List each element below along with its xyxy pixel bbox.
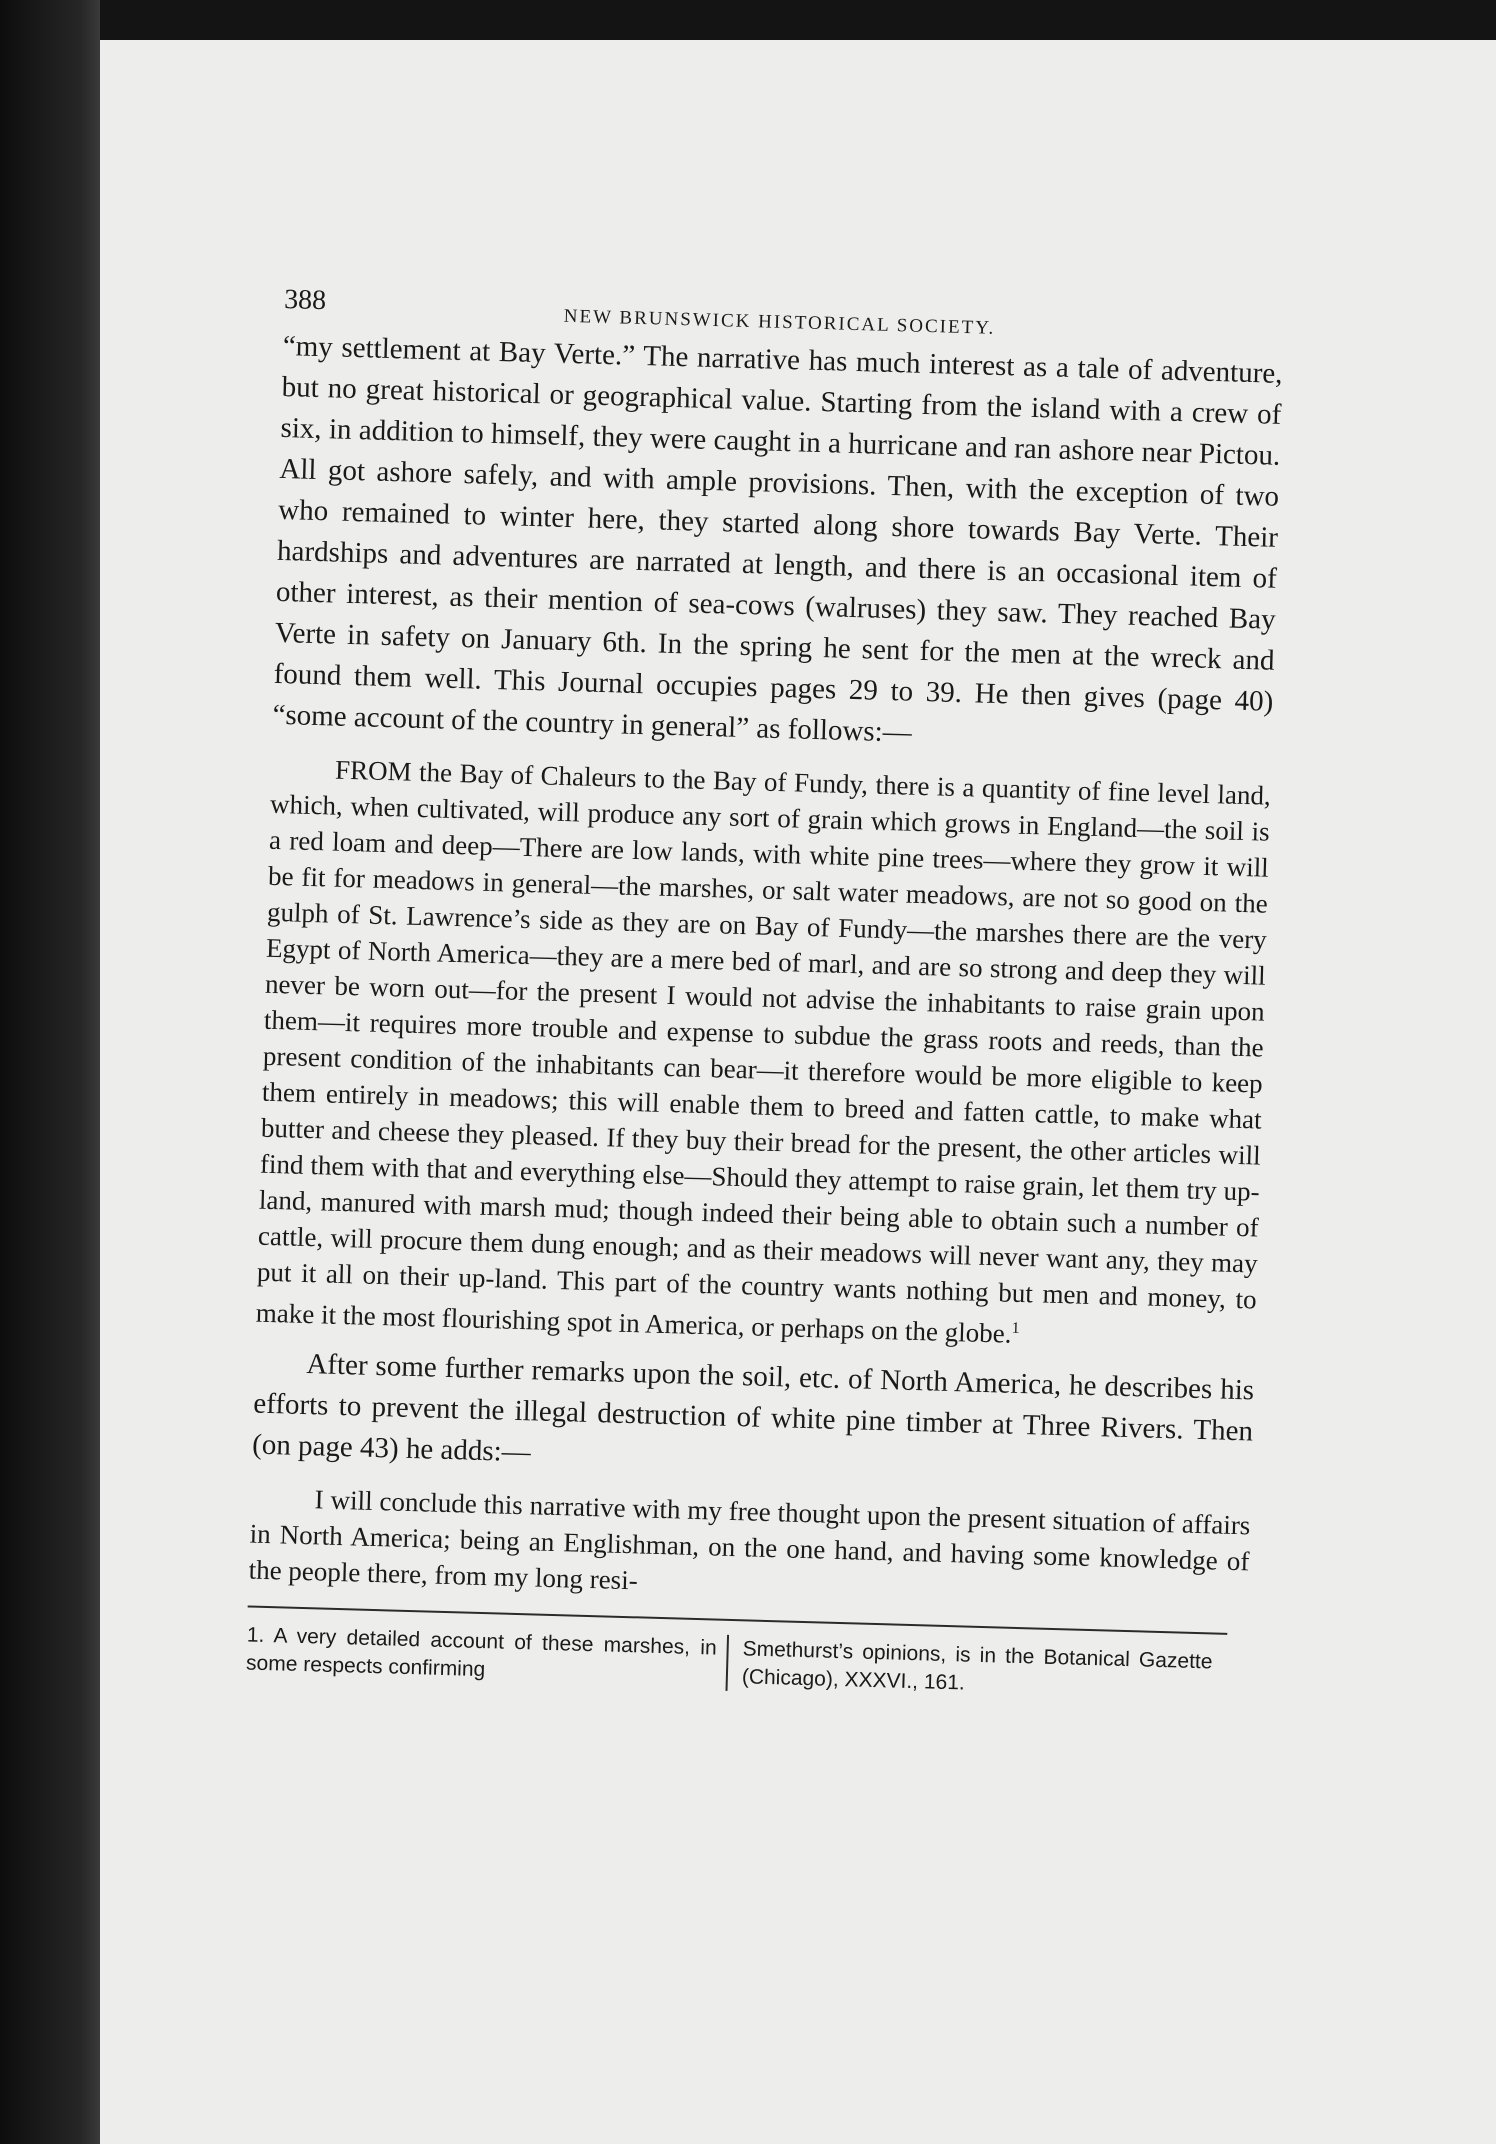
page-content: [246, 270, 1285, 1705]
scanned-page: [100, 40, 1496, 2144]
quoted-account-of-country: [255, 750, 1271, 1359]
page-number: 388: [283, 283, 327, 317]
footnote-right-column: Smethurst’s opinions, is in the Botanical Gazette (Chicago), XXXVI., 161.: [725, 1635, 1212, 1705]
paragraph-further-remarks: After some further remarks upon the soil, etc. of North America, he describes his efforts to prevent the illegal destruction of white pine timber at Three Rivers. Then (on page 43) he adds:—: [251, 1348, 1255, 1469]
quoted-conclusion: I will conclude this narrative with my free thought upon the present situation of affairs in North America; being an Englishman, on the one hand, and having some knowledge of the people there, from my long resi-: [248, 1484, 1251, 1596]
book-binding-shadow: [0, 0, 100, 2144]
paragraph-narrative: “my settlement at Bay Verte.” The narrative has much interest as a tale of adventure, but no great historical or geographical value. Starting from the island with a crew of six, in addition to himself, they were caught in a hurricane and ran ashore near Pictou. All got ashore safely, and with ample provisions. Then, with the exception of two who remained to winter here, they started along shore towards Bay Verte. Their hardships and adventures are narrated at length, and there is an occasional item of other interest, as their mention of sea-cows (walruses) they saw. They reached Bay Verte in safety on January 6th. In the spring he sent for the men at the wreck and found them well. This Journal occupies pages 29 to 39. He then gives (page 40) “some account of the country in general” as follows:—: [272, 329, 1283, 749]
running-head: NEW BRUNSWICK HISTORICAL SOCIETY.: [563, 305, 996, 339]
footnotes: [246, 1621, 1247, 1705]
quoted-account-text: FROM the Bay of Chaleurs to the Bay of Fundy, there is a quantity of fine level land, which, when cultivated, will produce any sort of grain which grows in England—the soil is a red loam and deep—There are low lands, with white pine trees—where they grow it will be fit for meadows in general—the marshes, or salt water meadows, are not so good on the gulph of St. Lawrence’s side as they are on Bay of Fundy—the marshes there are the very Egypt of North America—they are a mere bed of marl, and are so strong and deep they will never be worn out—for the present I would not advise the inhabitants to raise grain upon them—it requires more trouble and expense to subdue the grass roots and reeds, than the present condition of the inhabitants can bear—it therefore would be more eligible to keep them entirely in meadows; this will enable them to breed and fatten cattle, to make what butter and cheese they pleased. If they buy their bread for the present, the other articles will find them with that and everything else—Should they attempt to raise grain, let them try up-land, manured with marsh mud; though indeed their being able to obtain such a number of cattle, will procure them dung enough; and as their meadows will never want any, they may put it all on their up-land. This part of the country wants nothing but men and money, to make it the most flourishing spot in America, or perhaps on the globe.: [255, 754, 1272, 1349]
footnote-left-column: 1. A very detailed account of these marshes, in some respects confirming: [245, 1623, 718, 1682]
footnote-reference: 1: [1011, 1319, 1020, 1337]
